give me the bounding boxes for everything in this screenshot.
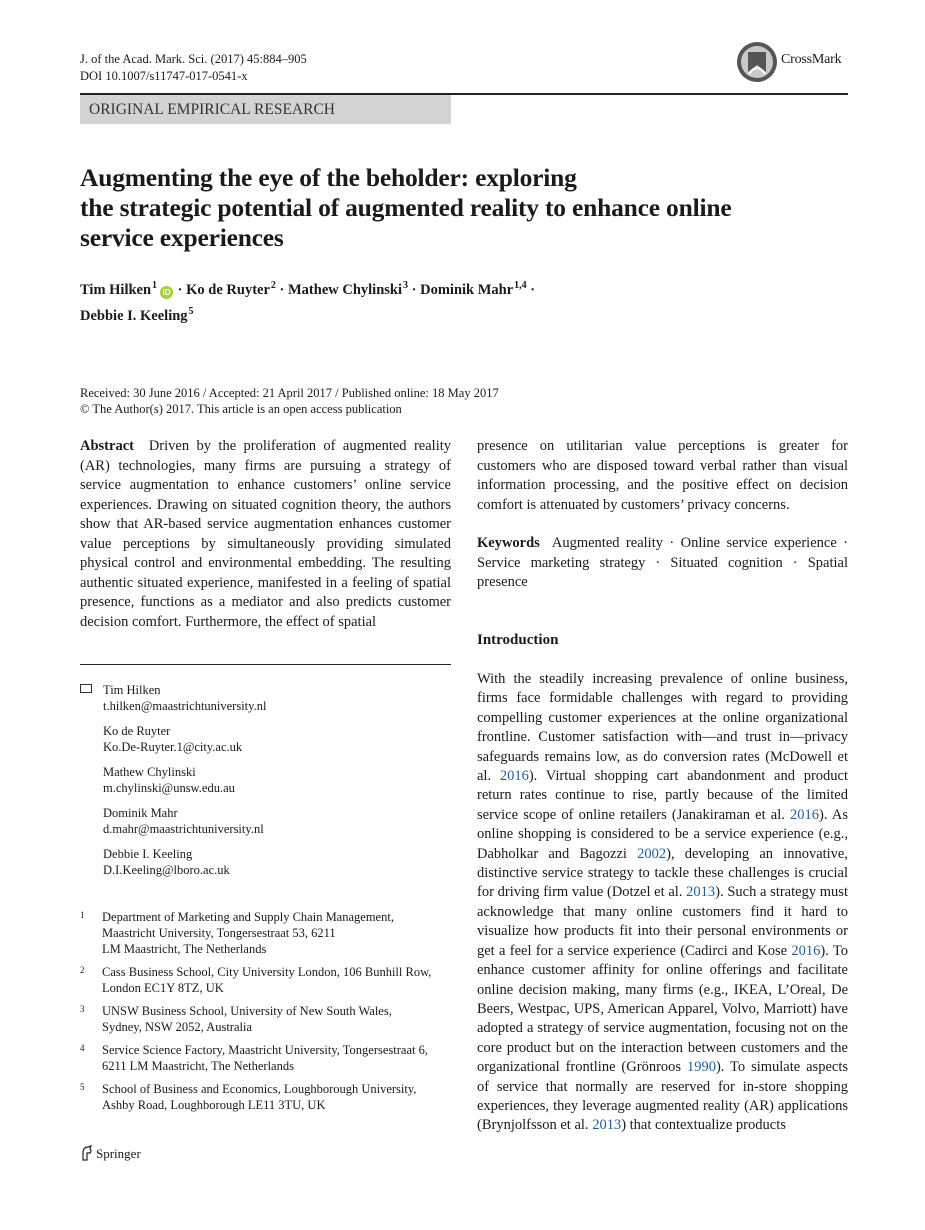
crossmark-badge[interactable] <box>735 40 850 82</box>
author-name[interactable]: Debbie I. Keeling <box>80 308 188 324</box>
citation-link[interactable]: 2016 <box>791 942 821 959</box>
affiliation-line: Department of Marketing and Supply Chain Management, <box>102 910 394 924</box>
abstract-label: Abstract <box>80 438 134 454</box>
author-list <box>80 275 840 327</box>
author-affiliation-mark: 2 <box>270 280 276 291</box>
author-separator: · <box>411 282 417 298</box>
citation-link[interactable]: 1990 <box>686 1059 716 1076</box>
publication-dates <box>80 385 499 417</box>
copyright-line: © The Author(s) 2017. This article is an open access publication <box>80 402 402 416</box>
contact-email[interactable]: d.mahr@maastrichtuniversity.nl <box>103 822 264 836</box>
affiliation-line: 6211 LM Maastricht, The Netherlands <box>102 1059 294 1073</box>
crossmark-icon <box>735 40 779 84</box>
affiliation-line: Maastricht University, Tongersestraat 53, 6211 <box>102 926 336 940</box>
contact-email[interactable]: D.I.Keeling@lboro.ac.uk <box>103 863 230 877</box>
affiliation-line: Ashby Road, Loughborough LE11 3TU, UK <box>102 1098 326 1112</box>
citation-link[interactable]: 2016 <box>499 768 529 785</box>
springer-horse-icon <box>80 1145 94 1161</box>
keywords-label: Keywords <box>477 535 540 551</box>
abstract-right <box>477 437 848 593</box>
article-type-banner: ORIGINAL EMPIRICAL RESEARCH <box>80 95 451 124</box>
body-text: ). To enhance customer affinity for online offerings and facilitate online decision making, many firms (e.g., IKEA, L’Oreal, De Beers, Westpac, UPS, American Apparel, Volvo, Marriott) have adopted a strategy of service augmentation, focusing not on the core product but on the interaction between customers and the organizational frontline (Grönroos <box>477 942 849 1076</box>
affiliation <box>80 1042 451 1074</box>
publisher-name: Springer <box>96 1146 141 1161</box>
article-title <box>80 163 840 253</box>
title-line: Augmenting the eye of the beholder: exploring <box>80 163 577 192</box>
affiliation-number: 3 <box>80 1004 85 1014</box>
contact-email[interactable]: Ko.De-Ruyter.1@city.ac.uk <box>103 740 243 754</box>
affiliation <box>80 964 451 996</box>
author-affiliation-mark: 3 <box>403 280 409 291</box>
affiliation <box>80 1003 451 1035</box>
affiliation-number: 4 <box>80 1043 85 1053</box>
contact-email[interactable]: t.hilken@maastrichtuniversity.nl <box>103 699 267 713</box>
footnote-rule <box>80 664 451 665</box>
citation-link[interactable]: 2013 <box>592 1117 622 1134</box>
abstract-text-continued: presence on utilitarian value perceptions is greater for customers who are disposed toward verbal rather than visual information processing, and the positive effect on decision comfort is attenuated by customers’ privacy concerns. <box>477 438 848 513</box>
publisher-footer <box>80 1145 141 1162</box>
correspondence-entry <box>103 846 451 878</box>
author-name[interactable]: Ko de Ruyter <box>186 282 270 298</box>
title-line: service experiences <box>80 223 284 252</box>
body-text: ). As online shopping is considered to be a service experience (e.g., Dabholkar and Bagozzi <box>477 806 848 862</box>
body-text: ). To simulate aspects of service that normally are reserved for in-store shopping experiences, they leverage augmented reality (AR) applications (Brynjolfsson et al. <box>477 1059 848 1134</box>
affiliation-line: LM Maastricht, The Netherlands <box>102 942 267 956</box>
keywords <box>477 534 848 593</box>
contact-name: Debbie I. Keeling <box>103 847 193 861</box>
contact-name: Tim Hilken <box>103 683 161 697</box>
contact-name: Mathew Chylinski <box>103 765 196 779</box>
citation-link[interactable]: 2016 <box>790 806 820 823</box>
citation-link[interactable]: 2013 <box>686 884 716 901</box>
orcid-icon[interactable]: iD <box>160 286 173 299</box>
affiliation-number: 1 <box>80 910 85 920</box>
introduction-body <box>477 670 848 1136</box>
contact-name: Ko de Ruyter <box>103 724 171 738</box>
author-name[interactable]: Tim Hilken <box>80 282 152 298</box>
correspondence-block <box>80 682 451 887</box>
affiliations-block <box>80 909 451 1120</box>
affiliation-line: Cass Business School, City University London, 106 Bunhill Row, <box>102 965 432 979</box>
contact-name: Dominik Mahr <box>103 806 178 820</box>
dates-line: Received: 30 June 2016 / Accepted: 21 April 2017 / Published online: 18 May 2017 <box>80 386 499 400</box>
section-heading: Introduction <box>477 632 559 648</box>
abstract-text: Driven by the proliferation of augmented reality (AR) technologies, many firms are pursuing a strategy of service augmentation to enhance customers’ online service experiences. Drawing on situated cognition theory, the authors show that AR-based service augmentation enhances customer value perceptions by simultaneously providing simulated physical control and environmental embedding. The resulting authentic situated experience, manifested in a feeling of spatial presence, functions as a mediator and also predicts customer decision comfort. Furthermore, the effect of spatial <box>80 438 451 630</box>
envelope-icon <box>80 684 92 693</box>
correspondence-entry <box>103 682 451 714</box>
affiliation-line: London EC1Y 8TZ, UK <box>102 981 224 995</box>
affiliation <box>80 1081 451 1113</box>
body-text: ) that contextualize products <box>621 1117 786 1134</box>
journal-citation: J. of the Acad. Mark. Sci. (2017) 45:884–905 <box>80 52 307 66</box>
body-text: With the steadily increasing prevalence of online business, firms face formidable challenges with regard to providing compelling customer experiences at the online organizational frontline. Customer satisfaction with—and trust in—privacy safeguards remains low, as do conversion rates (McDowell et al. <box>477 671 848 785</box>
affiliation-line: Sydney, NSW 2052, Australia <box>102 1020 252 1034</box>
keywords-text: Augmented reality · Online service experience · Service marketing strategy · Situated cognition · Spatial presence <box>477 535 848 590</box>
affiliation-line: UNSW Business School, University of New South Wales, <box>102 1004 392 1018</box>
author-affiliation-mark: 1,4 <box>514 280 527 291</box>
correspondence-entry <box>103 723 451 755</box>
contact-email[interactable]: m.chylinski@unsw.edu.au <box>103 781 235 795</box>
author-affiliation-mark: 1 <box>152 280 158 291</box>
body-text: ). Such a strategy must acknowledge that many online customers find it hard to visualize how products fit into their personal environments or get a feel for a service experience (Cadirci and Kose <box>477 884 848 959</box>
body-text: ). Virtual shopping cart abandonment and product return rates continue to rise, partly because of the limited service scope of online retailers (Janakiraman et al. <box>477 768 848 823</box>
correspondence-entry <box>103 764 451 796</box>
affiliation-number: 2 <box>80 965 85 975</box>
citation-link[interactable]: 2002 <box>637 845 667 862</box>
correspondence-entry <box>103 805 451 837</box>
affiliation <box>80 909 451 957</box>
author-affiliation-mark: 5 <box>188 306 194 317</box>
author-name[interactable]: Mathew Chylinski <box>288 282 403 298</box>
crossmark-label: CrossMark <box>781 52 842 67</box>
author-separator: · <box>177 282 183 298</box>
affiliation-line: School of Business and Economics, Loughborough University, <box>102 1082 417 1096</box>
abstract-left <box>80 437 451 632</box>
affiliation-number: 5 <box>80 1082 85 1092</box>
journal-header <box>80 51 307 85</box>
affiliation-line: Service Science Factory, Maastricht University, Tongersestraat 6, <box>102 1043 428 1057</box>
doi[interactable]: DOI 10.1007/s11747-017-0541-x <box>80 69 248 83</box>
author-name[interactable]: Dominik Mahr <box>420 282 514 298</box>
body-text: ), developing an innovative, distinctive service strategy to tackle these challenges is crucial for driving firm value (Dotzel et al. <box>477 845 848 901</box>
author-separator: · <box>530 282 536 298</box>
title-line: the strategic potential of augmented reality to enhance online <box>80 193 732 222</box>
author-separator: · <box>279 282 285 298</box>
